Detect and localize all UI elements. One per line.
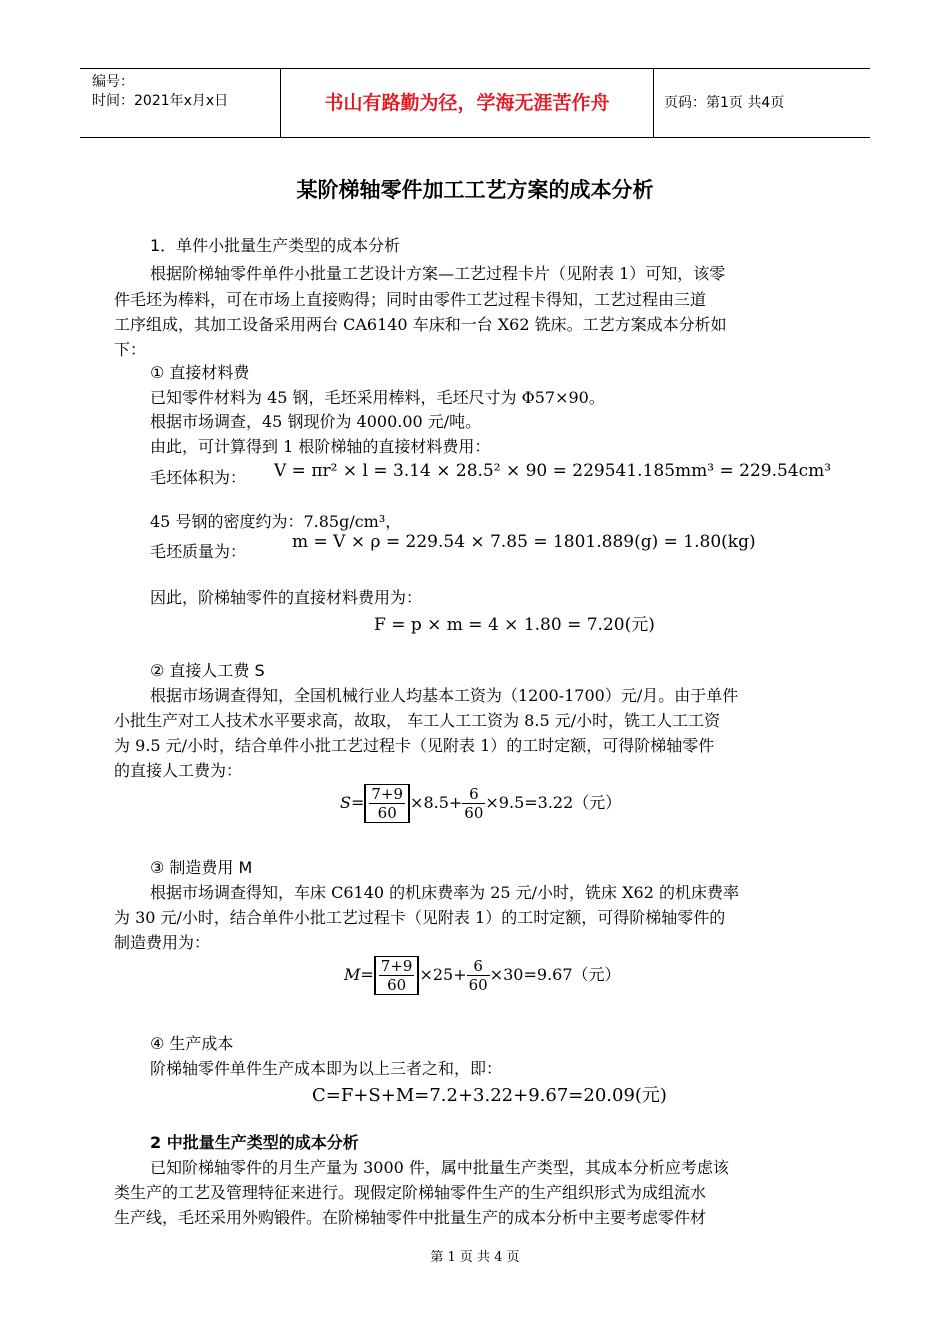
formula-mid: ×8.5+	[410, 793, 463, 812]
therefore-line: 因此，阶梯轴零件的直接材料费用为：	[150, 588, 423, 607]
para-line: 工序组成，其加工设备采用两台 CA6140 车床和一台 X62 铣床。工艺方案成本分析如	[114, 315, 727, 334]
section2-heading: 2 中批量生产类型的成本分析	[150, 1133, 359, 1152]
item1-line: 根据市场调查，45 钢现价为 4000.00 元/吨。	[150, 412, 482, 431]
page-footer: 第 1 页 共 4 页	[430, 1250, 520, 1265]
para-line: 件毛坯为棒料，可在市场上直接购得；同时由零件工艺过程卡得知，工艺过程由三道	[114, 290, 707, 309]
volume-label: 毛坯体积为：	[150, 468, 247, 487]
section1-heading: 1．单件小批量生产类型的成本分析	[150, 236, 401, 255]
item2-line: 为 9.5 元/小时，结合单件小批工艺过程卡（见附表 1）的工时定额，可得阶梯轴零件	[114, 736, 715, 755]
code-label: 编号：	[92, 74, 134, 90]
header-table	[80, 68, 870, 138]
formula-tail: ×30=9.67（元）	[489, 965, 621, 984]
motto: 书山有路勤为径，学海无涯苦作舟	[324, 92, 610, 114]
item3-heading: ③ 制造费用 M	[150, 858, 253, 877]
item2-line: 的直接人工费为：	[114, 761, 243, 780]
item4-heading: ④ 生产成本	[150, 1034, 234, 1053]
volume-formula: V = πr² × l = 3.14 × 28.5² × 90 = 229541.185mm³ = 229.54cm³	[274, 461, 832, 481]
fraction-denominator: 60	[377, 804, 397, 822]
bracket	[364, 784, 410, 823]
item1-heading: ① 直接材料费	[150, 363, 250, 382]
material-cost-formula: F = p × m = 4 × 1.80 = 7.20(元)	[374, 615, 655, 635]
mass-label: 毛坯质量为：	[150, 542, 247, 561]
item2-line: 小批生产对工人技术水平要求高，故取， 车工人工工资为 8.5 元/小时，铣工人工工资	[114, 711, 721, 730]
item2-line: 根据市场调查得知，全国机械行业人均基本工资为（1200-1700）元/月。由于单件	[150, 686, 739, 705]
para-line: 根据阶梯轴零件单件小批量工艺设计方案—工艺过程卡片（见附表 1）可知，该零	[150, 264, 726, 283]
fraction-numerator: 6	[462, 785, 485, 804]
item3-line: 制造费用为：	[114, 933, 211, 952]
bracket	[374, 956, 420, 995]
fraction-denominator: 60	[464, 804, 484, 822]
section2-line: 生产线，毛坯采用外购锻件。在阶梯轴零件中批量生产的成本分析中主要考虑零件材	[114, 1208, 707, 1227]
item1-line: 由此，可计算得到 1 根阶梯轴的直接材料费用：	[150, 437, 491, 456]
labor-cost-formula	[340, 784, 621, 823]
item3-line: 为 30 元/小时，结合单件小批工艺过程卡（见附表 1）的工时定额，可得阶梯轴零件的	[114, 908, 726, 927]
document-title: 某阶梯轴零件加工工艺方案的成本分析	[296, 178, 654, 202]
manufacturing-cost-formula	[344, 956, 621, 995]
fraction-denominator: 60	[468, 976, 488, 994]
total-cost-formula: C=F+S+M=7.2+3.22+9.67=20.09(元)	[312, 1085, 667, 1106]
section2-line: 已知阶梯轴零件的月生产量为 3000 件，属中批量生产类型，其成本分析应考虑该	[150, 1158, 729, 1177]
item3-line: 根据市场调查得知，车床 C6140 的机床费率为 25 元/小时，铣床 X62 的机床费率	[150, 883, 739, 902]
formula-lhs: S=	[340, 793, 365, 812]
item2-heading: ② 直接人工费 S	[150, 661, 265, 680]
mass-formula: m = V × ρ = 229.54 × 7.85 = 1801.889(g) = 1.80(kg)	[292, 532, 756, 552]
formula-mid: ×25+	[419, 965, 467, 984]
fraction-denominator: 60	[387, 976, 407, 994]
header-info-cell	[80, 69, 280, 137]
page-label: 页码：第1页 共4页	[664, 95, 785, 111]
date-label: 时间：2021年x月x日	[92, 93, 229, 109]
formula-lhs: M=	[344, 965, 374, 984]
item4-line: 阶梯轴零件单件生产成本即为以上三者之和，即：	[150, 1059, 503, 1078]
section2-line: 类生产的工艺及管理特征来进行。现假定阶梯轴零件生产的生产组织形式为成组流水	[114, 1183, 707, 1202]
formula-tail: ×9.5=3.22（元）	[485, 793, 622, 812]
item1-line: 已知零件材料为 45 钢，毛坯采用棒料，毛坯尺寸为 Φ57×90。	[150, 388, 605, 407]
fraction-numerator: 7+9	[371, 785, 404, 803]
para-line: 下：	[114, 340, 147, 359]
density-line: 45 号钢的密度约为：7.85g/cm³，	[150, 512, 402, 531]
fraction-numerator: 7+9	[380, 957, 413, 975]
fraction-numerator: 6	[467, 957, 490, 976]
header-motto-cell	[280, 69, 654, 137]
